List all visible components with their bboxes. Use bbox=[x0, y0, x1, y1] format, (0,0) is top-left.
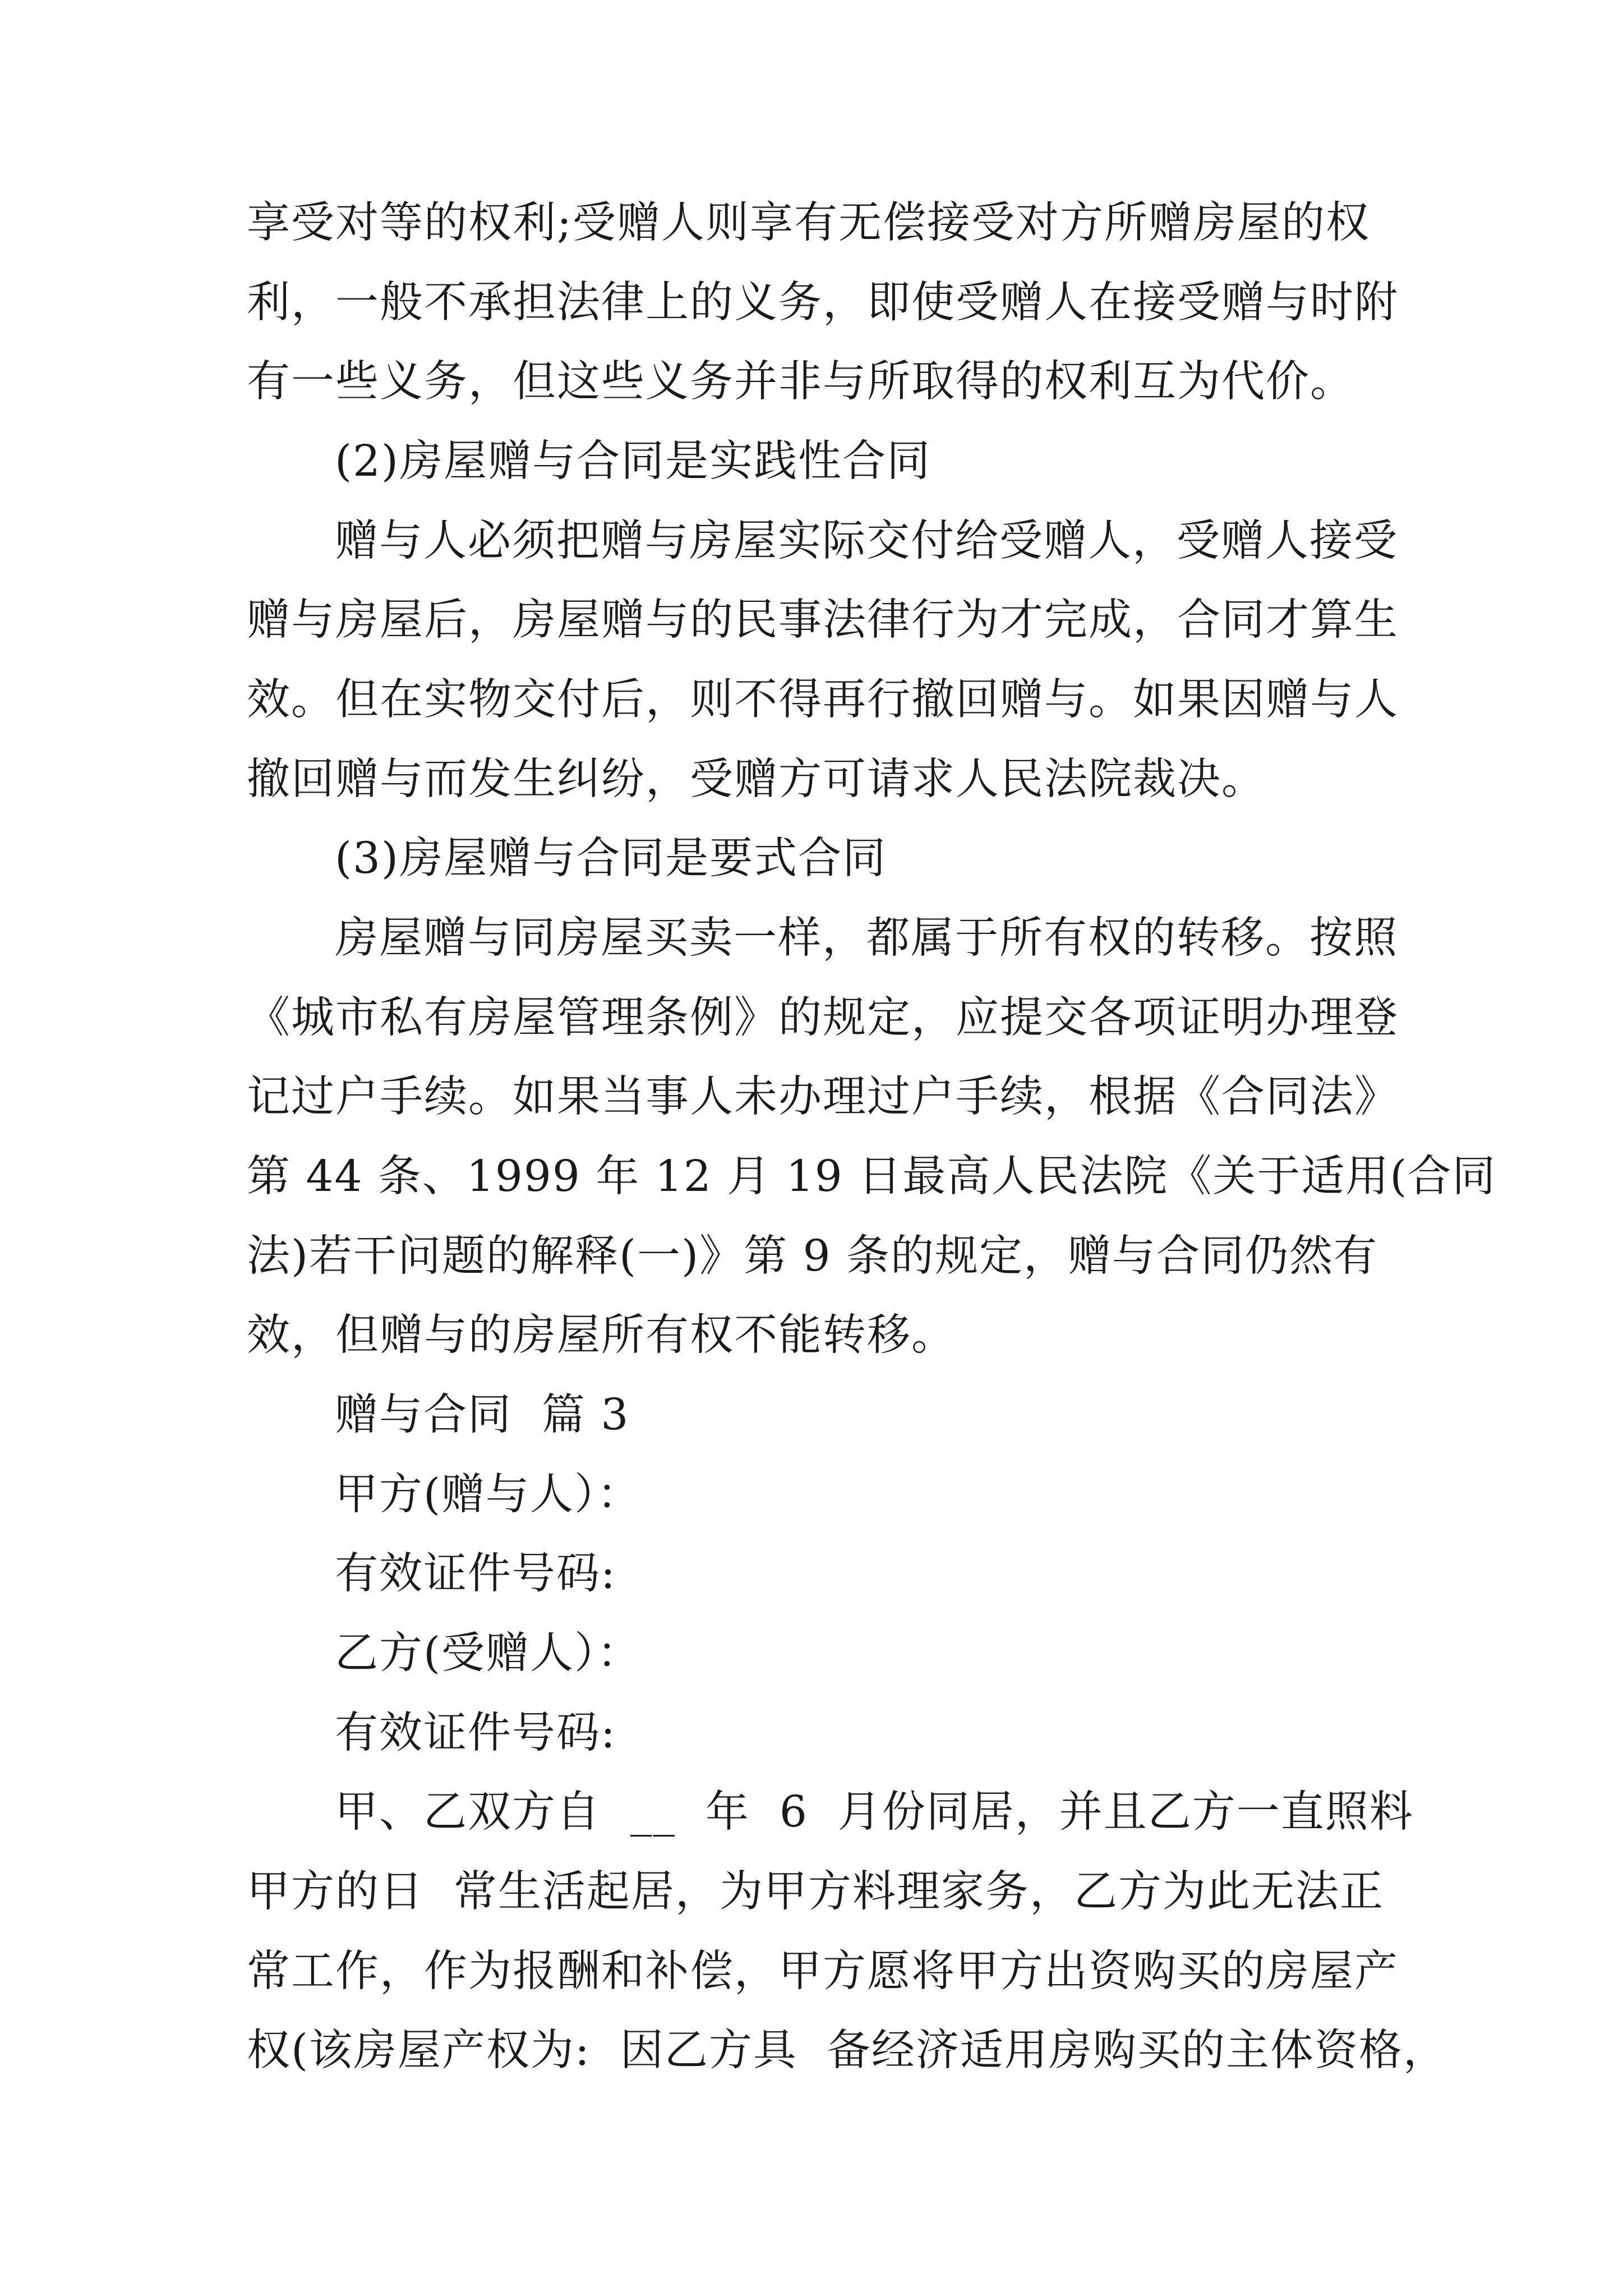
form-field-label: 甲方(赠与人）： bbox=[335, 1470, 642, 1520]
text-line: 撤回赠与而发生纠纷，受赠方可请求人民法院裁决。 bbox=[247, 754, 1266, 804]
text-line: 法)若干问题的解释(一)》第 9 条的规定，赠与合同仍然有 bbox=[247, 1231, 1378, 1281]
text-line: 第 44 条、1999 年 12 月 19 日最高人民法院《关于适用(合同 bbox=[247, 1152, 1497, 1202]
form-field-label: 有效证件号码: bbox=[335, 1708, 616, 1758]
text-line: 权(该房屋产权为: 因乙方具 备经济适用房购买的主体资格， bbox=[247, 2026, 1447, 2076]
text-line: 甲方的日 常生活起居，为甲方料理家务，乙方为此无法正 bbox=[247, 1867, 1384, 1917]
section-heading: (3)房屋赠与合同是要式合同 bbox=[335, 834, 887, 884]
text-line: 享受对等的权利;受赠人则享有无偿接受对方所赠房屋的权 bbox=[247, 198, 1370, 248]
text-line: 有一些义务，但这些义务并非与所取得的权利互为代价。 bbox=[247, 357, 1354, 407]
text-line: 《城市私有房屋管理条例》的规定，应提交各项证明办理登 bbox=[247, 993, 1399, 1043]
text-line: 常工作，作为报酬和补偿，甲方愿将甲方出资购买的房屋产 bbox=[247, 1947, 1399, 1996]
text-line: 赠与房屋后，房屋赠与的民事法律行为才完成，合同才算生 bbox=[247, 595, 1399, 645]
text-line: 效。但在实物交付后，则不得再行撤回赠与。如果因赠与人 bbox=[247, 675, 1399, 725]
text-line: 利，一般不承担法律上的义务，即使受赠人在接受赠与时附 bbox=[247, 278, 1399, 328]
form-field-label: 有效证件号码: bbox=[335, 1549, 616, 1599]
section-heading: 赠与合同 篇 3 bbox=[335, 1390, 630, 1440]
text-line: 房屋赠与同房屋买卖一样，都属于所有权的转移。按照 bbox=[335, 913, 1398, 963]
text-line: 甲、乙双方自 __ 年 6 月份同居，并且乙方一直照料 bbox=[335, 1787, 1414, 1837]
text-line: 效，但赠与的房屋所有权不能转移。 bbox=[247, 1310, 956, 1360]
form-field-label: 乙方(受赠人）： bbox=[335, 1628, 642, 1678]
section-heading: (2)房屋赠与合同是实践性合同 bbox=[335, 436, 932, 486]
text-line: 记过户手续。如果当事人未办理过户手续，根据《合同法》 bbox=[247, 1072, 1399, 1122]
text-line: 赠与人必须把赠与房屋实际交付给受赠人，受赠人接受 bbox=[335, 516, 1398, 566]
